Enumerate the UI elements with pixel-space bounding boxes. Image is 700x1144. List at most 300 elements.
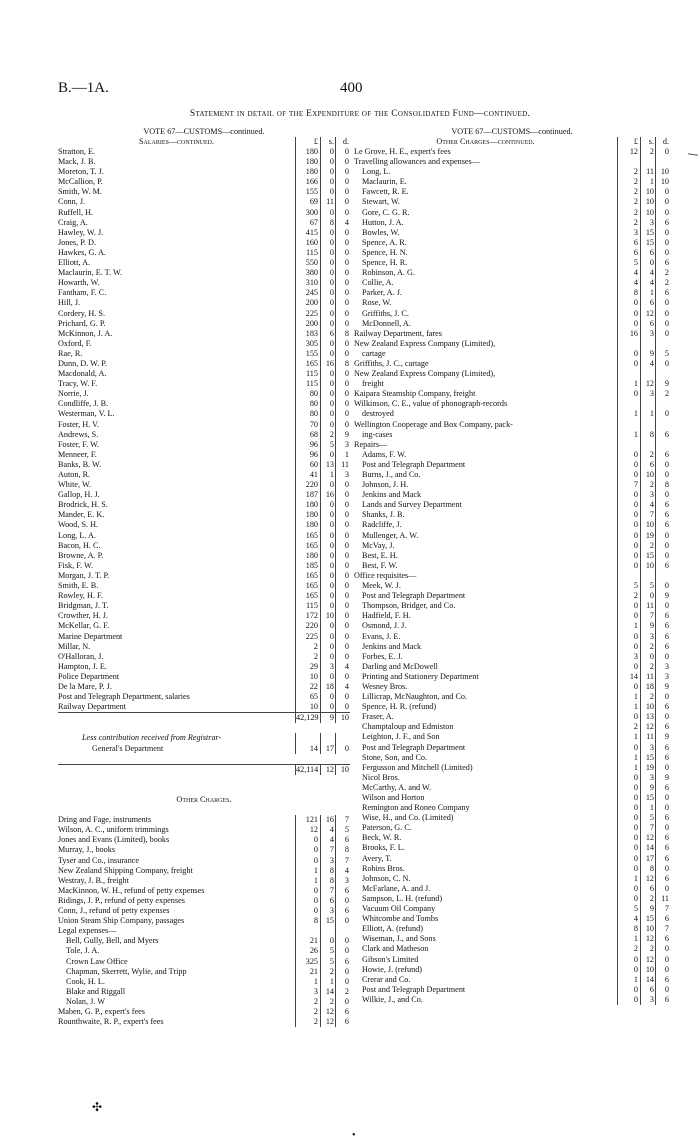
table-row bbox=[354, 944, 670, 954]
entry-name: Tyser and Co., insurance bbox=[58, 855, 140, 865]
pounds-cell: 180 bbox=[295, 520, 320, 530]
entry-name: Shanks, J. B. bbox=[362, 510, 405, 520]
shillings-cell: 6 bbox=[640, 298, 655, 308]
pounds-cell: 2 bbox=[617, 208, 640, 218]
pence-cell: 0 bbox=[335, 561, 350, 571]
entry-name: Forbes, E. J. bbox=[362, 651, 403, 661]
table-row bbox=[58, 531, 350, 541]
shillings-cell: 1 bbox=[640, 288, 655, 298]
shillings-cell: 9 bbox=[640, 783, 655, 793]
pounds-cell: 0 bbox=[617, 470, 640, 480]
pounds-header: £ bbox=[295, 137, 320, 147]
document-reference: B.—1A. bbox=[58, 80, 109, 96]
table-row bbox=[354, 309, 670, 319]
entry-name: Mullenger, A. W. bbox=[362, 530, 419, 540]
pounds-cell: 300 bbox=[295, 208, 320, 218]
pence-cell: 0 bbox=[335, 632, 350, 642]
pence-cell: 0 bbox=[655, 359, 670, 369]
entry-name: Robinson, A. G. bbox=[362, 268, 415, 278]
pence-cell bbox=[655, 440, 670, 450]
table-row bbox=[354, 551, 670, 561]
pence-cell: 0 bbox=[335, 916, 350, 926]
pence-cell: 0 bbox=[335, 399, 350, 409]
entry-name: Elliott, A. bbox=[58, 258, 91, 268]
pence-cell: 0 bbox=[335, 319, 350, 329]
pence-cell: 7 bbox=[655, 904, 670, 914]
salaries-total-row bbox=[58, 712, 350, 723]
shillings-cell: 14 bbox=[320, 987, 335, 997]
pence-cell: 6 bbox=[335, 906, 350, 916]
table-row bbox=[354, 177, 670, 187]
vote-heading-right: VOTE 67—CUSTOMS—continued. bbox=[451, 127, 573, 136]
pounds-cell: 12 bbox=[617, 147, 640, 157]
entry-name: Murray, J., books bbox=[58, 845, 116, 855]
table-row bbox=[58, 702, 350, 712]
pence-cell: 0 bbox=[655, 864, 670, 874]
entry-name: McKellar, G. F. bbox=[58, 621, 110, 631]
pounds-cell: 0 bbox=[617, 884, 640, 894]
entry-name: Spence, A. R. bbox=[362, 237, 407, 247]
pounds-cell: 185 bbox=[295, 561, 320, 571]
shillings-cell: 3 bbox=[640, 329, 655, 339]
entry-name: Howarth, W. bbox=[58, 278, 100, 288]
pounds-cell: 41 bbox=[295, 470, 320, 480]
entry-name: Brooks, F. L. bbox=[362, 843, 405, 853]
pence-cell: 0 bbox=[335, 167, 350, 177]
less-pounds: 14 bbox=[295, 744, 320, 754]
shillings-cell: 19 bbox=[640, 531, 655, 541]
pence-cell: 0 bbox=[335, 309, 350, 319]
pounds-cell: 220 bbox=[295, 621, 320, 631]
pounds-cell bbox=[617, 157, 640, 167]
pence-cell: 0 bbox=[335, 642, 350, 652]
pence-cell: 0 bbox=[335, 967, 350, 977]
entry-name: Collie, A. bbox=[362, 278, 394, 288]
other-charges-continued-list bbox=[354, 147, 670, 1005]
shillings-cell: 3 bbox=[640, 632, 655, 642]
pence-cell: 6 bbox=[655, 813, 670, 823]
pence-cell: 0 bbox=[335, 228, 350, 238]
entry-name: Fergusson and Mitchell (Limited) bbox=[362, 762, 473, 772]
shillings-header: s. bbox=[320, 137, 335, 147]
pence-cell: 6 bbox=[655, 510, 670, 520]
table-row bbox=[58, 561, 350, 571]
table-row bbox=[58, 581, 350, 591]
table-row bbox=[354, 874, 670, 884]
entry-name: Crowther, H. J. bbox=[58, 611, 108, 621]
table-row bbox=[354, 732, 670, 742]
entry-name: Hawkes, G. A. bbox=[58, 247, 106, 257]
pounds-cell: 0 bbox=[617, 531, 640, 541]
entry-name: McFarlane, A. and J. bbox=[362, 883, 431, 893]
shillings-cell: 14 bbox=[640, 975, 655, 985]
pounds-cell: 2 bbox=[617, 197, 640, 207]
shillings-cell: 12 bbox=[320, 1007, 335, 1017]
entry-name: Stratton, E. bbox=[58, 147, 96, 156]
pence-cell: 0 bbox=[655, 652, 670, 662]
shillings-cell: 0 bbox=[320, 228, 335, 238]
table-row bbox=[354, 490, 670, 500]
shillings-cell: 15 bbox=[640, 228, 655, 238]
statement-title: Statement in detail of the Expenditure of the Consolidated Fund—continued. bbox=[189, 109, 531, 119]
pence-cell: 6 bbox=[655, 753, 670, 763]
table-row bbox=[354, 510, 670, 520]
pence-cell: 6 bbox=[655, 520, 670, 530]
shillings-cell: 11 bbox=[640, 601, 655, 611]
shillings-cell: 18 bbox=[320, 682, 335, 692]
table-row bbox=[354, 712, 670, 722]
table-row bbox=[354, 500, 670, 510]
pence-cell: 6 bbox=[335, 886, 350, 896]
shillings-cell: 0 bbox=[320, 541, 335, 551]
other-charges-heading: Other Charges. bbox=[176, 795, 232, 804]
pounds-cell: 0 bbox=[617, 965, 640, 975]
entry-name: New Zealand Express Company (Limited), bbox=[354, 338, 496, 348]
table-row bbox=[58, 541, 350, 551]
shillings-cell: 6 bbox=[320, 329, 335, 339]
pence-cell: 2 bbox=[335, 987, 350, 997]
pence-cell: 11 bbox=[655, 894, 670, 904]
entry-name: Elliott, A. (refund) bbox=[362, 924, 423, 934]
pounds-cell: 180 bbox=[295, 500, 320, 510]
pounds-cell: 0 bbox=[617, 510, 640, 520]
shillings-cell: 8 bbox=[320, 876, 335, 886]
table-row bbox=[354, 571, 670, 581]
shillings-cell: 4 bbox=[640, 278, 655, 288]
pounds-cell: 180 bbox=[295, 510, 320, 520]
pounds-cell: 1 bbox=[295, 876, 320, 886]
table-row bbox=[354, 773, 670, 783]
pounds-cell: 0 bbox=[295, 845, 320, 855]
pence-cell: 6 bbox=[655, 561, 670, 571]
pence-cell: 0 bbox=[335, 349, 350, 359]
table-row bbox=[58, 208, 350, 218]
entry-name: Beck, W. R. bbox=[362, 833, 402, 843]
pence-cell: 0 bbox=[335, 652, 350, 662]
table-row bbox=[354, 248, 670, 258]
pounds-cell: 0 bbox=[617, 389, 640, 399]
table-row bbox=[354, 298, 670, 308]
pence-cell: 0 bbox=[335, 611, 350, 621]
table-row bbox=[58, 825, 350, 835]
pence-cell bbox=[655, 420, 670, 430]
shillings-cell: 2 bbox=[640, 692, 655, 702]
table-row bbox=[58, 399, 350, 409]
entry-name: Johnson, C. N. bbox=[362, 873, 411, 883]
table-row bbox=[354, 450, 670, 460]
less-contribution-row-2 bbox=[58, 744, 350, 754]
pence-cell: 0 bbox=[335, 977, 350, 987]
pounds-cell: 0 bbox=[295, 886, 320, 896]
table-row bbox=[354, 934, 670, 944]
pence-cell: 6 bbox=[655, 450, 670, 460]
pence-cell: 6 bbox=[655, 288, 670, 298]
pounds-cell bbox=[295, 926, 320, 936]
section-heading-salaries: Salaries—continued. bbox=[138, 137, 215, 146]
pence-cell: 0 bbox=[335, 551, 350, 561]
pence-cell: 6 bbox=[655, 430, 670, 440]
table-row bbox=[354, 187, 670, 197]
table-row bbox=[354, 632, 670, 642]
pounds-cell: 0 bbox=[617, 298, 640, 308]
pence-cell: 0 bbox=[655, 147, 670, 157]
pounds-cell: 0 bbox=[617, 743, 640, 753]
shillings-cell: 10 bbox=[640, 561, 655, 571]
shillings-cell: 10 bbox=[320, 611, 335, 621]
shillings-cell: 0 bbox=[320, 520, 335, 530]
net-total-pence: 10 bbox=[335, 765, 350, 775]
shillings-cell: 12 bbox=[640, 934, 655, 944]
shillings-cell: 7 bbox=[640, 823, 655, 833]
entry-name: Fisk, F. W. bbox=[58, 560, 94, 570]
entry-name: Johnson, J. H. bbox=[362, 480, 409, 490]
shillings-cell: 12 bbox=[640, 833, 655, 843]
table-row bbox=[58, 238, 350, 248]
pounds-header: £ bbox=[617, 137, 640, 147]
pence-cell: 0 bbox=[335, 238, 350, 248]
entry-name: Osmond, J. J. bbox=[362, 621, 407, 631]
shillings-cell: 0 bbox=[320, 936, 335, 946]
pounds-cell bbox=[617, 440, 640, 450]
table-row bbox=[58, 288, 350, 298]
table-row bbox=[58, 167, 350, 177]
shillings-header: s. bbox=[640, 137, 655, 147]
net-total-row bbox=[58, 764, 350, 775]
pence-cell: 0 bbox=[335, 946, 350, 956]
pounds-cell: 1 bbox=[617, 874, 640, 884]
shillings-cell: 0 bbox=[320, 208, 335, 218]
entry-name: Vacuum Oil Company bbox=[362, 904, 436, 914]
pounds-cell: 80 bbox=[295, 389, 320, 399]
entry-name: Gibson's Limited bbox=[362, 954, 419, 964]
shillings-cell: 4 bbox=[320, 825, 335, 835]
table-row bbox=[354, 399, 670, 409]
pence-cell: 0 bbox=[655, 803, 670, 813]
pounds-cell: 96 bbox=[295, 440, 320, 450]
shillings-cell bbox=[320, 926, 335, 936]
pounds-cell: 172 bbox=[295, 611, 320, 621]
right-column bbox=[354, 127, 670, 1005]
table-row bbox=[58, 967, 350, 977]
pounds-cell: 180 bbox=[295, 157, 320, 167]
pounds-cell: 225 bbox=[295, 309, 320, 319]
pounds-cell: 1 bbox=[617, 975, 640, 985]
total-pence: 10 bbox=[335, 713, 350, 723]
pounds-cell: 165 bbox=[295, 531, 320, 541]
shillings-cell: 12 bbox=[640, 874, 655, 884]
pounds-cell: 0 bbox=[295, 906, 320, 916]
pence-cell: 6 bbox=[655, 975, 670, 985]
shillings-cell: 3 bbox=[320, 856, 335, 866]
shillings-cell: 0 bbox=[320, 672, 335, 682]
table-row bbox=[354, 894, 670, 904]
table-row bbox=[354, 924, 670, 934]
entry-name: cartage bbox=[362, 348, 386, 358]
pence-cell: 6 bbox=[335, 1017, 350, 1027]
shillings-cell: 0 bbox=[320, 409, 335, 419]
pounds-cell: 2 bbox=[617, 218, 640, 228]
pounds-cell: 305 bbox=[295, 339, 320, 349]
entry-name: Jenkins and Mack bbox=[362, 490, 422, 500]
pounds-cell: 96 bbox=[295, 450, 320, 460]
shillings-cell: 0 bbox=[320, 248, 335, 258]
column-header-left bbox=[58, 137, 350, 147]
table-row bbox=[58, 591, 350, 601]
pounds-cell: 1 bbox=[617, 379, 640, 389]
entry-name: freight bbox=[362, 379, 384, 389]
entry-name: McCarthy, A. and W. bbox=[362, 782, 432, 792]
shillings-cell: 10 bbox=[640, 187, 655, 197]
table-row bbox=[58, 187, 350, 197]
shillings-cell: 1 bbox=[640, 177, 655, 187]
pence-cell: 0 bbox=[655, 601, 670, 611]
entry-name: Fawcett, R. E. bbox=[362, 187, 409, 197]
pounds-cell: 1 bbox=[617, 692, 640, 702]
pounds-cell: 14 bbox=[617, 672, 640, 682]
table-row bbox=[354, 238, 670, 248]
pounds-cell bbox=[617, 420, 640, 430]
pence-cell: 6 bbox=[655, 783, 670, 793]
shillings-cell: 5 bbox=[320, 440, 335, 450]
entry-name: Norrie, J. bbox=[58, 389, 89, 399]
table-row bbox=[354, 541, 670, 551]
less-shillings: 17 bbox=[320, 744, 335, 754]
shillings-cell: 0 bbox=[640, 258, 655, 268]
shillings-cell: 10 bbox=[640, 208, 655, 218]
shillings-cell: 2 bbox=[640, 642, 655, 652]
pence-cell: 6 bbox=[655, 621, 670, 631]
shillings-cell: 0 bbox=[320, 632, 335, 642]
pounds-cell: 80 bbox=[295, 399, 320, 409]
entry-name: Moreton, T. J. bbox=[58, 167, 104, 177]
entry-name: Jones and Evans (Limited), books bbox=[58, 835, 170, 845]
pence-cell: 3 bbox=[655, 662, 670, 672]
entry-name: Crown Law Office bbox=[66, 956, 128, 966]
table-row bbox=[58, 886, 350, 896]
pounds-cell: 2 bbox=[295, 1007, 320, 1017]
pounds-cell: 415 bbox=[295, 228, 320, 238]
table-row bbox=[354, 470, 670, 480]
entry-name: Spence, H. N. bbox=[362, 247, 408, 257]
shillings-cell: 2 bbox=[320, 967, 335, 977]
entry-name: Conn, J., refund of petty expenses bbox=[58, 906, 170, 916]
entry-name: Champtaloup and Edmiston bbox=[362, 722, 454, 732]
table-row bbox=[58, 987, 350, 997]
entry-name: Robins Bros. bbox=[362, 863, 405, 873]
shillings-cell: 3 bbox=[640, 218, 655, 228]
pence-cell: 0 bbox=[655, 541, 670, 551]
pounds-cell: 8 bbox=[295, 916, 320, 926]
pence-cell: 9 bbox=[655, 773, 670, 783]
pence-cell: 0 bbox=[655, 319, 670, 329]
shillings-cell bbox=[640, 399, 655, 409]
table-row bbox=[58, 329, 350, 339]
table-row bbox=[354, 813, 670, 823]
entry-name: Clark and Matheson bbox=[362, 944, 429, 954]
table-row bbox=[58, 642, 350, 652]
entry-name: Fraser, A. bbox=[362, 712, 394, 722]
pence-cell: 6 bbox=[655, 743, 670, 753]
pounds-cell: 187 bbox=[295, 490, 320, 500]
pence-cell: 10 bbox=[655, 167, 670, 177]
pence-cell: 0 bbox=[335, 409, 350, 419]
pounds-cell: 68 bbox=[295, 430, 320, 440]
entry-name: Sampson, L. H. (refund) bbox=[362, 893, 443, 903]
table-row bbox=[354, 652, 670, 662]
pounds-cell: 80 bbox=[295, 409, 320, 419]
table-row bbox=[354, 157, 670, 167]
pence-cell: 0 bbox=[655, 197, 670, 207]
table-row bbox=[354, 904, 670, 914]
entry-name: Wellington Cooperage and Box Company, pack- bbox=[354, 419, 513, 429]
table-row bbox=[354, 258, 670, 268]
pence-cell: 7 bbox=[335, 856, 350, 866]
table-row bbox=[58, 490, 350, 500]
entry-name: Ridings, J. P., refund of petty expenses bbox=[58, 895, 185, 905]
shillings-cell: 0 bbox=[320, 702, 335, 712]
shillings-cell: 15 bbox=[640, 793, 655, 803]
shillings-cell: 9 bbox=[640, 904, 655, 914]
pence-cell: 9 bbox=[335, 430, 350, 440]
table-row bbox=[354, 591, 670, 601]
pounds-cell: 0 bbox=[617, 803, 640, 813]
entry-name: Foster, F. W. bbox=[58, 439, 100, 449]
pence-cell: 0 bbox=[335, 298, 350, 308]
pounds-cell bbox=[617, 571, 640, 581]
table-row bbox=[354, 743, 670, 753]
shillings-cell: 0 bbox=[320, 652, 335, 662]
shillings-cell: 0 bbox=[320, 450, 335, 460]
pence-cell: 9 bbox=[655, 732, 670, 742]
pence-cell: 0 bbox=[335, 997, 350, 1007]
entry-name: Hill, J. bbox=[58, 298, 81, 308]
pounds-cell: 16 bbox=[617, 329, 640, 339]
pence-cell: 0 bbox=[335, 490, 350, 500]
shillings-cell: 13 bbox=[320, 460, 335, 470]
table-row bbox=[58, 359, 350, 369]
table-row bbox=[58, 946, 350, 956]
shillings-cell: 6 bbox=[320, 896, 335, 906]
shillings-cell: 0 bbox=[320, 268, 335, 278]
pence-cell: 0 bbox=[655, 944, 670, 954]
entry-name: Tracy, W. F. bbox=[58, 379, 98, 389]
shillings-cell: 2 bbox=[640, 541, 655, 551]
pounds-cell: 180 bbox=[295, 167, 320, 177]
shillings-cell: 2 bbox=[640, 662, 655, 672]
entry-name: Lillicrap, McNaughton, and Co. bbox=[362, 692, 468, 702]
entry-name: Banks, B. W. bbox=[58, 459, 101, 469]
pounds-cell: 4 bbox=[617, 268, 640, 278]
shillings-cell bbox=[640, 440, 655, 450]
table-row bbox=[354, 783, 670, 793]
entry-name: Remington and Roneo Company bbox=[362, 803, 470, 813]
table-row bbox=[58, 258, 350, 268]
total-pounds: 42,129 bbox=[296, 713, 319, 723]
pounds-cell: 0 bbox=[617, 813, 640, 823]
pounds-cell: 2 bbox=[617, 591, 640, 601]
entry-name: Avery, T. bbox=[362, 853, 392, 863]
pence-cell: 0 bbox=[655, 208, 670, 218]
pounds-cell: 1 bbox=[617, 430, 640, 440]
entry-name: Wilson, A. C., uniform trimmings bbox=[58, 825, 169, 835]
pounds-cell: 180 bbox=[295, 147, 320, 157]
table-row bbox=[354, 864, 670, 874]
table-row bbox=[58, 1007, 350, 1017]
pounds-cell: 6 bbox=[617, 248, 640, 258]
pence-cell: 4 bbox=[335, 866, 350, 876]
shillings-cell: 12 bbox=[640, 309, 655, 319]
entry-name: Foster, H. V. bbox=[58, 419, 99, 429]
